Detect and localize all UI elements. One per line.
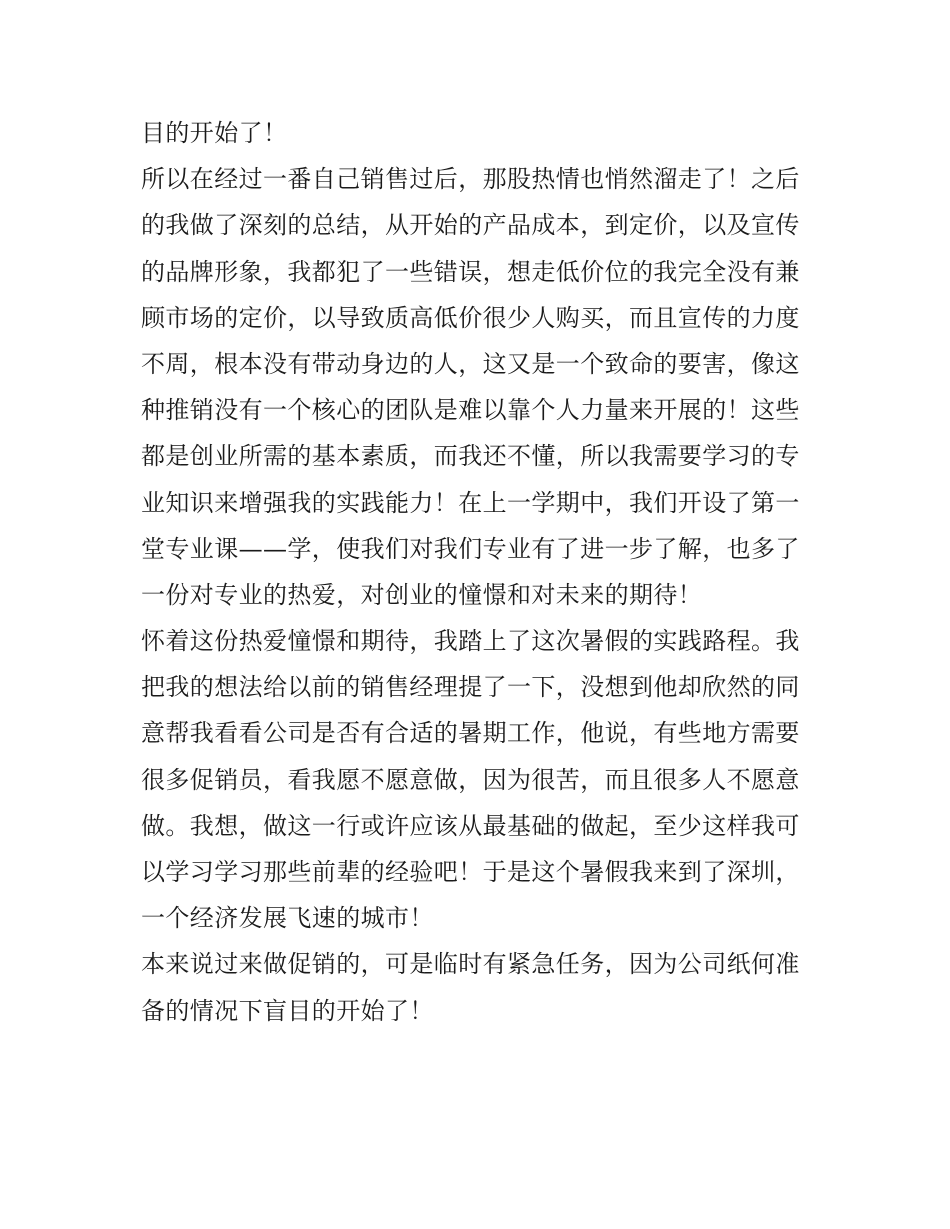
text-line: 备的情况下盲目的开始了！: [141, 996, 434, 1025]
text-line: 本来说过来做促销的，可是临时有紧急任务，因为公司纸何准: [141, 950, 800, 979]
text-line: 做。我想，做这一行或许应该从最基础的做起，至少这样我可: [141, 811, 800, 840]
body-text: [141, 110, 813, 1034]
text-line: 的我做了深刻的总结，从开始的产品成本，到定价，以及宣传: [141, 211, 800, 240]
text-line: 意帮我看看公司是否有合适的暑期工作，他说，有些地方需要: [141, 719, 800, 748]
text-line: 顾市场的定价，以导致质高低价很少人购买，而且宣传的力度: [141, 303, 800, 332]
text-line: 堂专业课——学，使我们对我们专业有了进一步了解，也多了: [141, 534, 800, 563]
text-line: 一个经济发展飞速的城市！: [141, 904, 434, 933]
text-line: 都是创业所需的基本素质，而我还不懂，所以我需要学习的专: [141, 442, 800, 471]
text-line: 业知识来增强我的实践能力！在上一学期中，我们开设了第一: [141, 488, 800, 517]
text-line: 所以在经过一番自己销售过后，那股热情也悄然溜走了！之后: [141, 165, 800, 194]
text-line: 一份对专业的热爱，对创业的憧憬和对未来的期待！: [141, 580, 703, 609]
text-line: 目的开始了！: [141, 119, 288, 147]
text-line: 怀着这份热爱憧憬和期待，我踏上了这次暑假的实践路程。我: [141, 627, 800, 656]
text-line: 以学习学习那些前辈的经验吧！于是这个暑假我来到了深圳，: [141, 858, 800, 886]
text-line: 很多促销员，看我愿不愿意做，因为很苦，而且很多人不愿意: [141, 765, 800, 794]
text-line: 的品牌形象，我都犯了一些错误，想走低价位的我完全没有兼: [141, 257, 800, 286]
text-line: 把我的想法给以前的销售经理提了一下，没想到他却欣然的同: [141, 673, 800, 702]
text-line: 不周，根本没有带动身边的人，这又是一个致命的要害，像这: [141, 349, 800, 378]
text-line: 种推销没有一个核心的团队是难以靠个人力量来开展的！这些: [141, 396, 800, 425]
